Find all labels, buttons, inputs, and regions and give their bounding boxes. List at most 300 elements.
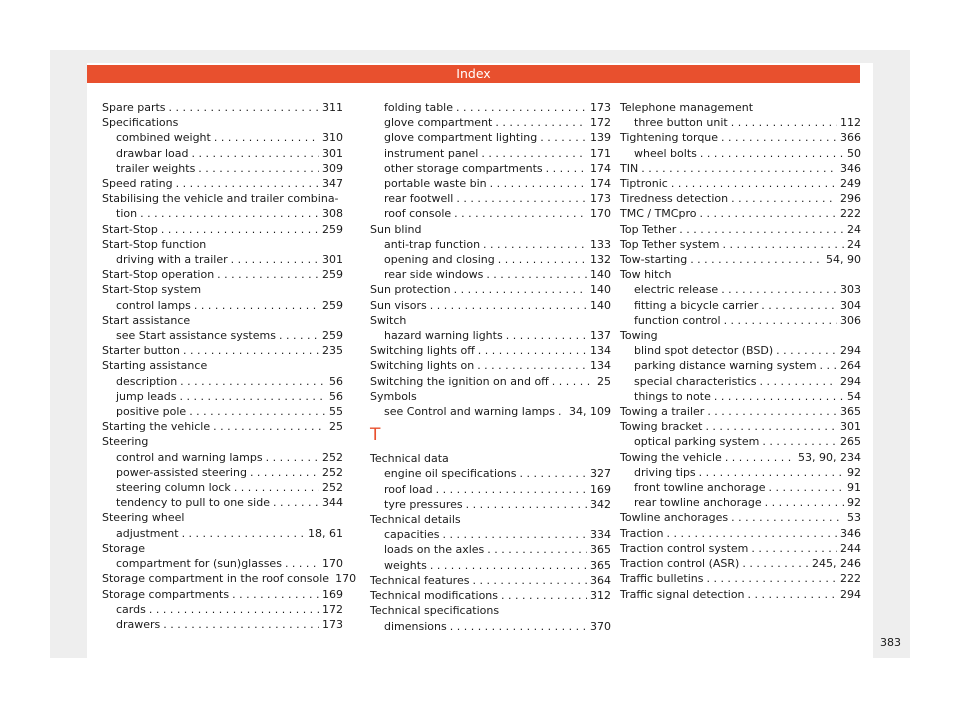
entry-term: blind spot detector (BSD) [634,344,774,358]
dot-leader [760,374,838,389]
index-subentry [370,328,611,343]
index-subentry [620,389,861,404]
entry-page-numbers: 18, 61 [308,526,343,540]
dot-leader [748,587,837,602]
entry-page-numbers: 346 [840,161,861,175]
entry-term: engine oil specifications [384,467,517,481]
index-subentry [102,146,343,161]
entry-term: tyre pressures [384,497,463,511]
entry-term: parking distance warning system [634,359,817,373]
dot-leader [724,313,837,328]
index-entry [370,374,611,389]
index-heading: Specifications [102,116,179,130]
dot-leader [490,176,587,191]
entry-term: TMC / TMCpro [620,207,697,221]
dot-leader [483,237,587,252]
entry-page-numbers: 170 [590,207,611,221]
entry-term: TIN [620,161,639,175]
index-subentry [102,298,343,313]
entry-term: combined weight [116,131,211,145]
index-entry [102,176,343,191]
dot-leader [273,495,319,510]
index-entry [370,343,611,358]
entry-term: Switching lights off [370,344,475,358]
entry-page-numbers: 174 [590,161,611,175]
index-subentry [102,450,343,465]
index-entry [370,358,611,373]
entry-term: weights [384,558,427,572]
entry-page-numbers: 346 [840,526,861,540]
index-heading: Start-Stop function [102,237,207,251]
index-subentry [370,542,611,557]
entry-term: Towing the vehicle [620,450,722,464]
entry-page-numbers: 140 [590,268,611,282]
entry-term: front towline anchorage [634,481,766,495]
dot-leader [705,419,837,434]
index-subentry [620,343,861,358]
dot-leader [776,343,837,358]
entry-term: tendency to pull to one side [116,496,270,510]
index-heading: Towing [620,329,658,343]
entry-page-numbers: 294 [840,587,861,601]
entry-term: fitting a bicycle carrier [634,298,759,312]
entry-page-numbers: 252 [322,465,343,479]
index-subentry [620,495,861,510]
dot-leader [217,267,319,282]
entry-term: optical parking system [634,435,760,449]
dot-leader [180,374,326,389]
entry-term: roof load [384,482,433,496]
index-entry [620,510,861,525]
index-entry [620,587,861,602]
index-entry [620,222,861,237]
index-subentry [370,206,611,221]
entry-page-numbers: 301 [322,253,343,267]
index-subentry [620,313,861,328]
index-subentry [102,556,343,571]
entry-page-numbers: 252 [322,450,343,464]
dot-leader [481,146,587,161]
dot-leader [558,404,566,419]
entry-term: capacities [384,528,440,542]
entry-page-numbers: 34, 109 [569,405,611,419]
dot-leader [671,176,837,191]
entry-page-numbers: 53 [847,511,861,525]
dot-leader [714,389,844,404]
entry-page-numbers: 112 [840,116,861,130]
index-subentry [102,526,343,541]
dot-leader [192,146,320,161]
entry-term: function control [634,313,721,327]
dot-leader [641,161,837,176]
dot-leader [765,495,844,510]
dot-leader [231,252,319,267]
dot-leader [169,100,319,115]
dot-leader [742,556,809,571]
index-subentry [370,115,611,130]
dot-leader [519,466,587,481]
entry-term: wheel bolts [634,146,697,160]
index-subentry [370,130,611,145]
dot-leader [540,130,587,145]
entry-page-numbers: 342 [590,497,611,511]
index-subentry [102,465,343,480]
entry-term: rear footwell [384,192,454,206]
entry-page-numbers: 344 [322,496,343,510]
entry-page-numbers: 306 [840,313,861,327]
entry-page-numbers: 249 [840,177,861,191]
entry-term: Spare parts [102,101,166,114]
entry-term: Traction control system [620,541,749,555]
dot-leader [454,206,587,221]
entry-term: trailer weights [116,161,196,175]
entry-page-numbers: 24 [847,237,861,251]
entry-term: positive pole [116,405,187,419]
entry-term: Speed rating [102,177,173,191]
entry-page-numbers: 365 [590,543,611,557]
dot-leader [761,298,837,313]
dot-leader [478,343,587,358]
index-subentry [620,282,861,297]
dot-leader [149,602,319,617]
entry-term: adjustment [116,526,179,540]
entry-page-numbers: 264 [840,359,861,373]
dot-leader [198,161,319,176]
dot-leader [721,282,837,297]
entry-term: Traffic signal detection [620,587,745,601]
entry-term: Towing bracket [620,420,703,434]
entry-term: see Start assistance systems [116,329,276,343]
index-entry [620,161,861,176]
index-subentry [370,176,611,191]
entry-page-numbers: 259 [322,222,343,236]
dot-leader [456,191,587,206]
entry-page-numbers: 366 [840,131,861,145]
entry-page-numbers: 50 [847,146,861,160]
entry-term: Technical modifications [370,589,499,603]
index-entry [620,419,861,434]
entry-page-numbers: 303 [840,283,861,297]
entry-page-numbers: 365 [590,558,611,572]
dot-leader [699,465,844,480]
dot-leader [266,450,319,465]
dot-leader [285,556,319,571]
entry-page-numbers: 259 [322,298,343,312]
entry-term: steering column lock [116,481,231,495]
entry-page-numbers: 140 [590,283,611,297]
entry-term: control lamps [116,298,191,312]
entry-term: Sun visors [370,298,427,312]
entry-term: opening and closing [384,253,495,267]
dot-leader [180,389,327,404]
entry-page-numbers: 92 [847,496,861,510]
index-subentry [620,434,861,449]
entry-page-numbers: 133 [590,237,611,251]
entry-page-numbers: 309 [322,161,343,175]
entry-page-numbers: 370 [590,619,611,633]
entry-term: Tiredness detection [620,192,729,206]
index-subentry [102,206,343,221]
index-entry [620,191,861,206]
index-heading: Tow hitch [620,268,672,282]
index-column-1 [102,100,357,632]
index-heading: Starting assistance [102,359,208,373]
entry-term: three button unit [634,116,728,130]
entry-term: anti-trap function [384,237,481,251]
index-subentry [102,328,343,343]
index-subentry [102,602,343,617]
index-subentry [370,191,611,206]
index-heading: Technical details [370,513,461,527]
entry-page-numbers: 134 [590,359,611,373]
entry-page-numbers: 53, 90, 234 [798,450,861,464]
index-subentry [620,115,861,130]
index-subentry [370,267,611,282]
entry-term: instrument panel [384,146,479,160]
index-subentry [370,482,611,497]
index-entry [620,252,861,267]
dot-leader [250,465,319,480]
entry-page-numbers: 252 [322,481,343,495]
entry-term: Start-Stop [102,222,158,236]
index-subentry [370,527,611,542]
index-subentry [370,497,611,512]
dot-leader [723,237,844,252]
entry-page-numbers: 134 [590,344,611,358]
index-entry [620,556,861,571]
index-entry [370,573,611,588]
index-heading: Storage [102,541,146,555]
entry-page-numbers: 132 [590,253,611,267]
dot-leader [450,619,587,634]
index-subentry [370,237,611,252]
entry-page-numbers: 222 [840,207,861,221]
entry-page-numbers: 259 [322,329,343,343]
index-entry [370,298,611,313]
entry-term: tion [116,207,138,221]
index-subentry [102,252,343,267]
index-subentry [620,374,861,389]
entry-term: Technical features [370,573,470,587]
entry-page-numbers: 265 [840,435,861,449]
index-subentry [370,146,611,161]
index-heading: Technical specifications [370,604,500,618]
entry-page-numbers: 171 [590,146,611,160]
entry-term: drawbar load [116,146,189,160]
entry-term: Storage compartments [102,587,230,601]
entry-term: jump leads [116,389,177,403]
entry-page-numbers: 334 [590,528,611,542]
index-subentry [102,404,343,419]
index-subentry [102,480,343,495]
entry-term: Starter button [102,344,180,358]
entry-page-numbers: 310 [322,131,343,145]
entry-page-numbers: 301 [840,420,861,434]
index-entry [620,571,861,586]
entry-page-numbers: 174 [590,177,611,191]
entry-term: Top Tether system [620,237,720,251]
entry-page-numbers: 173 [590,192,611,206]
entry-page-numbers: 304 [840,298,861,312]
entry-page-numbers: 55 [329,405,343,419]
entry-term: other storage compartments [384,161,543,175]
dot-leader [699,206,837,221]
index-subentry [620,358,861,373]
index-subentry [370,404,611,419]
entry-term: description [116,374,178,388]
entry-term: Traction [620,526,664,540]
entry-page-numbers: 294 [840,374,861,388]
index-subentry [370,558,611,573]
index-entry [102,222,343,237]
entry-term: Tow-starting [620,253,688,267]
index-heading: Steering [102,435,149,449]
index-entry [102,419,343,434]
entry-page-numbers: 139 [590,131,611,145]
entry-page-numbers: 56 [329,374,343,388]
entry-page-numbers: 91 [847,481,861,495]
entry-page-numbers: 173 [590,101,611,114]
dot-leader [163,617,319,632]
index-subentry [102,389,343,404]
entry-term: rear towline anchorage [634,496,762,510]
dot-leader [486,267,587,282]
entry-term: glove compartment [384,116,493,130]
entry-term: Towing a trailer [620,405,705,419]
entry-page-numbers: 25 [597,374,611,388]
entry-page-numbers: 137 [590,329,611,343]
index-entry [102,587,343,602]
dot-leader [721,130,837,145]
index-subentry [102,617,343,632]
entry-page-numbers: 172 [590,116,611,130]
entry-page-numbers: 365 [840,405,861,419]
index-entry [102,267,343,282]
index-heading: Symbols [370,389,417,403]
entry-term: see Control and warning lamps [384,405,555,419]
entry-term: roof console [384,207,452,221]
dot-leader [234,480,319,495]
index-entry [102,100,343,115]
entry-page-numbers: 25 [329,420,343,434]
entry-term: drawers [116,617,161,631]
entry-term: Tiptronic [620,177,668,191]
entry-page-numbers: 54, 90 [826,253,861,267]
dot-leader [456,100,587,115]
entry-term: power-assisted steering [116,465,247,479]
entry-term: Tightening torque [620,131,719,145]
entry-term: electric release [634,283,719,297]
entry-page-numbers: 308 [322,207,343,221]
entry-term: hazard warning lights [384,329,503,343]
index-heading: Technical data [370,452,449,466]
entry-page-numbers: 170 [335,572,357,586]
dot-leader [194,298,319,313]
dot-leader [820,358,837,373]
entry-page-numbers: 327 [590,467,611,481]
entry-term: Top Tether [620,222,677,236]
dot-leader [679,222,844,237]
dot-leader [690,252,823,267]
entry-page-numbers: 170 [322,557,343,571]
index-subentry [370,466,611,481]
dot-leader [436,482,587,497]
entry-page-numbers: 169 [322,587,343,601]
dot-leader [430,298,587,313]
index-heading: Start assistance [102,313,191,327]
entry-page-numbers: 54 [847,389,861,403]
index-entry [620,526,861,541]
entry-page-numbers: 172 [322,602,343,616]
entry-page-numbers: 244 [840,541,861,555]
dot-leader [706,571,837,586]
index-entry [620,237,861,252]
dot-leader [731,510,844,525]
dot-leader [731,191,837,206]
entry-page-numbers: 140 [590,298,611,312]
index-subentry [102,495,343,510]
entry-page-numbers: 259 [322,268,343,282]
entry-page-numbers: 245, 246 [812,557,861,571]
index-column-2 [370,100,611,634]
dot-leader [214,130,319,145]
dot-leader [707,404,837,419]
entry-page-numbers: 347 [322,177,343,191]
index-subentry [102,161,343,176]
dot-leader [182,526,305,541]
entry-page-numbers: 311 [322,101,343,114]
entry-term: control and warning lamps [116,450,263,464]
entry-page-numbers: 312 [590,589,611,603]
index-entry [620,541,861,556]
dot-leader [161,222,319,237]
index-heading: Stabilising the vehicle and trailer combina- [102,192,339,206]
index-heading: Steering wheel [102,511,185,525]
page-number: 383 [880,636,901,649]
entry-term: driving with a trailer [116,253,228,267]
index-entry [620,130,861,145]
index-subentry [370,619,611,634]
index-entry [102,343,343,358]
index-subentry [620,146,861,161]
dot-leader [506,328,587,343]
index-entry [102,571,357,586]
dot-leader [546,161,587,176]
dot-leader [666,526,837,541]
entry-page-numbers: 294 [840,344,861,358]
entry-page-numbers: 24 [847,222,861,236]
entry-page-numbers: 301 [322,146,343,160]
index-subentry [620,480,861,495]
entry-term: glove compartment lighting [384,131,538,145]
entry-term: Start-Stop operation [102,268,215,282]
index-heading: Switch [370,313,407,327]
index-subentry [370,252,611,267]
dot-leader [232,587,319,602]
index-entry [620,206,861,221]
index-entry [620,176,861,191]
entry-term: Towline anchorages [620,511,729,525]
dot-leader [189,404,326,419]
dot-leader [762,434,837,449]
entry-term: compartment for (sun)glasses [116,557,282,571]
index-subentry [370,161,611,176]
dot-leader [466,497,587,512]
dot-leader [552,374,594,389]
dot-leader [498,252,587,267]
dot-leader [454,282,587,297]
entry-term: dimensions [384,619,447,633]
